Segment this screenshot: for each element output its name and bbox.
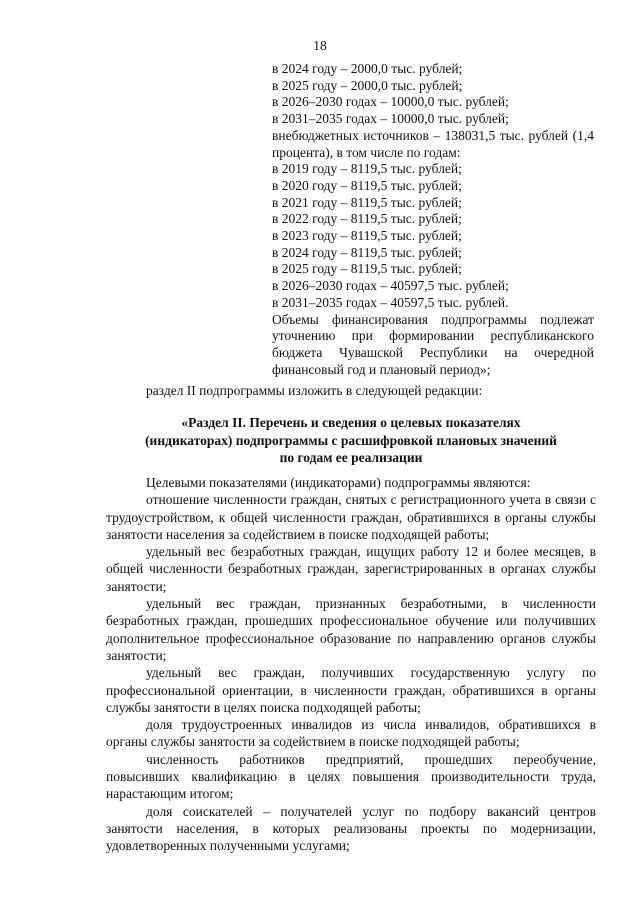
funding-line: в 2025 году – 2000,0 тыс. рублей; [272,77,463,93]
funding-line: в 2023 году – 8119,5 тыс. рублей; [272,228,462,244]
paragraph: численность работников предприятий, прошедших переобучение, повысивших квалификацию в целях повышения производительности труда, нарастающим итогом; [106,751,596,802]
funding-line: в 2021 году – 8119,5 тыс. рублей; [272,194,462,210]
paragraph: доля соискателей – получателей услуг по подбору вакансий центров занятости населения, в которых реализованы проекты по модернизации, удовлетворенных полученными услугами; [106,803,596,854]
heading-line: по годам ее реализации [279,450,423,465]
funding-line: в 2025 году – 8119,5 тыс. рублей; [272,261,462,277]
funding-line: в 2024 году – 8119,5 тыс. рублей; [272,244,462,260]
funding-line: в 2026–2030 годах – 10000,0 тыс. рублей; [272,94,509,110]
extrabudgetary-sources: внебюджетных источников – 138031,5 тыс. рублей (1,4 процента), в том числе по годам: [272,127,594,160]
funding-note: Объемы финансирования подпрограммы подлежат уточнению при формировании республиканского бюджета Чувашской Республики на очередной финансовый год и плановый период»; [272,311,594,377]
heading-line: (индикаторах) подпрограммы с расшифровкой плановых значений [145,432,557,448]
funding-line: в 2020 году – 8119,5 тыс. рублей; [272,177,462,193]
funding-line: в 2024 году – 2000,0 тыс. рублей; [272,61,463,76]
funding-line: в 2031–2035 годах – 10000,0 тыс. рублей; [272,111,509,127]
paragraph: удельный вес безработных граждан, ищущих работу 12 и более месяцев, в общей численности безработных граждан, зарегистрированных в органах службы занятости; [106,544,596,594]
page-number: 18 [313,38,327,53]
paragraph: удельный вес граждан, получивших государственную услугу по профессиональной ориентации, в численности граждан, обратившихся в органы службы занятости в целях поиска подходящей работы; [106,665,596,715]
paragraph: удельный вес граждан, признанных безработными, в численности безработных граждан, прошедших профессиональное обучение или получивших дополнительное профессиональное образование по направлению органов службы занятости; [106,596,596,663]
funding-line: в 2022 году – 8119,5 тыс. рублей; [272,211,462,227]
paragraph: Целевыми показателями (индикаторами) подпрограммы являются: [146,475,531,490]
funding-line: в 2031–2035 годах – 40597,5 тыс. рублей. [272,294,509,310]
heading-line: «Раздел II. Перечень и сведения о целевых показателях [181,415,521,430]
funding-line: в 2019 году – 8119,5 тыс. рублей; [272,161,462,177]
paragraph: отношение численности граждан, снятых с регистрационного учета в связи с трудоустройством, к общей численности граждан, обратившихся в органы службы занятости населения за содействием в поиске подходящей работы; [106,492,596,542]
paragraph: доля трудоустроенных инвалидов из числа инвалидов, обратившихся в органы службы занятости за содействием в поиске подходящей работы; [106,717,596,750]
amendment-intro: раздел II подпрограммы изложить в следующей редакции: [146,383,483,398]
section-heading [106,414,596,467]
funding-line: в 2026–2030 годах – 40597,5 тыс. рублей; [272,278,509,294]
section-body [106,474,596,855]
funding-list [272,61,594,378]
